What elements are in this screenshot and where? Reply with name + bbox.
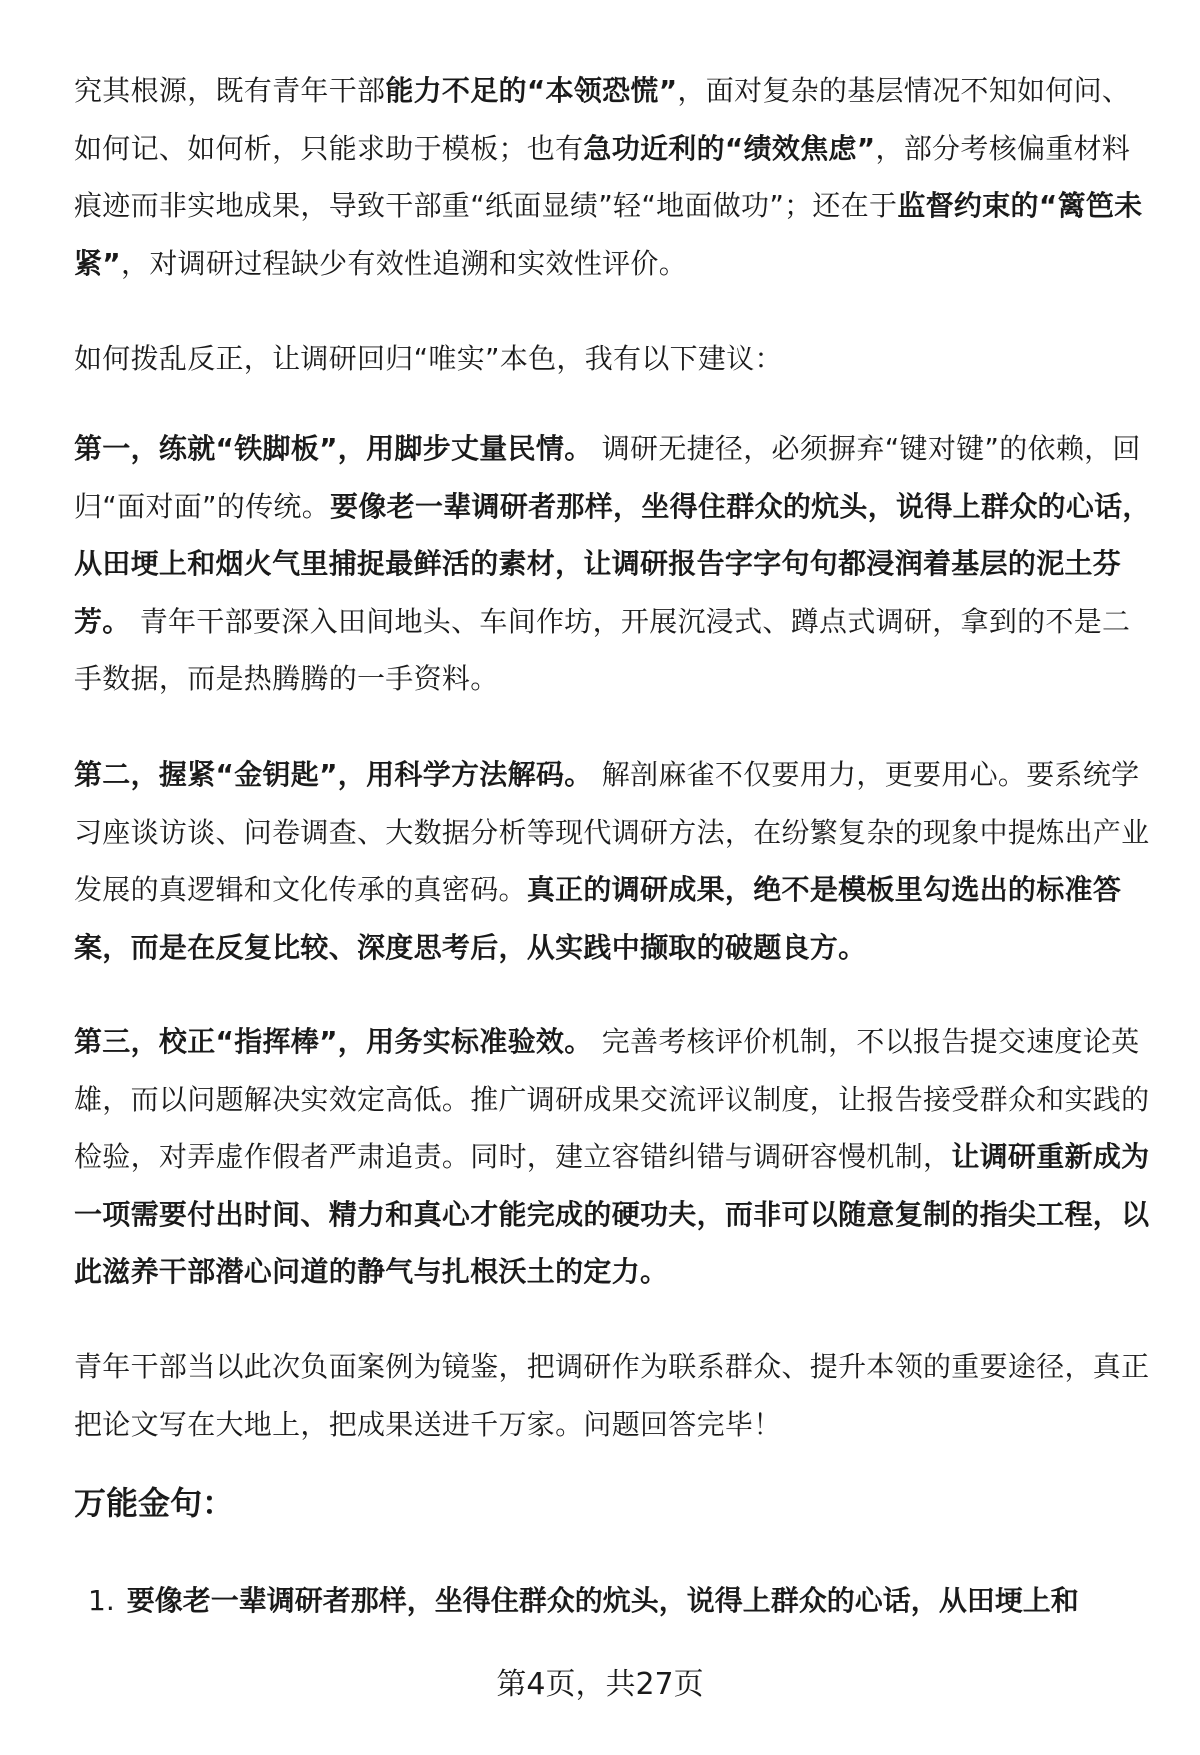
text-run: 如何拨乱反正，让调研回归“唯实”本色，我有以下建议： [74, 342, 783, 375]
bold-text-run: 第二，握紧“金钥匙”，用科学方法解码。 [74, 758, 593, 791]
bold-text-run: 让调研重新成为一项需要付出时间、精力和真心才能完成的硬功夫，而非可以随意复制的指尖工程，以此滋养干部潜心问道的静气与扎根沃土的定力。 [74, 1140, 1150, 1288]
text-run: ，对调研过程缺少有效性追溯和实效性评价。 [121, 246, 688, 280]
text-run: 完善考核评价机制，不以报告提交速度论英雄，而以问题解决实效定高低。推广调研成果交流评议制度，让报告接受群众和实践的检验，对弄虚作假者严肃追责。同时，建立容错纠错与调研容慢机制， [74, 1025, 1150, 1173]
page-number-footer: 第4页，共27页 [496, 1667, 704, 1702]
bold-text-run: 监督约束的“篱笆未紧” [74, 189, 1143, 280]
paragraph-suggestion-2 [74, 746, 1152, 976]
golden-sentence-list [88, 1572, 1152, 1630]
bold-text-run: 急功近利的“绩效焦虑” [583, 131, 876, 165]
section-heading: 万能金句： [74, 1484, 235, 1522]
paragraph-suggestions-intro [74, 330, 783, 388]
paragraph-root-causes [74, 62, 1152, 292]
text-run: ，部分考核偏重材料痕迹而非实地成果，导致干部重“纸面显绩”轻“地面做功”；还在于 [74, 131, 1131, 222]
list-item-text: 要像老一辈调研者那样，坐得住群众的炕头，说得上群众的心话，从田埂上和 [126, 1584, 1079, 1617]
list-item-number: 1. [88, 1584, 115, 1617]
paragraph-suggestion-3 [74, 1013, 1152, 1301]
text-run: 调研无捷径，必须摒弃“键对键”的依赖，回归“面对面”的传统。 [74, 432, 1141, 523]
text-run: 青年干部当以此次负面案例为镜鉴，把调研作为联系群众、提升本领的重要途径，真正把论文写在大地上，把成果送进千万家。问题回答完毕！ [74, 1350, 1150, 1441]
bold-text-run: 能力不足的“本领恐慌” [385, 74, 678, 107]
paragraph-suggestion-1 [74, 420, 1152, 708]
bold-text-run: 要像老一辈调研者那样，坐得住群众的炕头，说得上群众的心话，从田埂上和烟火气里捕捉最鲜活的素材，让调研报告字字句句都浸润着基层的泥土芬芳。 [74, 489, 1151, 638]
text-run: 青年干部要深入田间地头、车间作坊，开展沉浸式、蹲点式调研，拿到的不是二手数据，而是热腾腾的一手资料。 [74, 604, 1131, 695]
paragraph-conclusion [74, 1338, 1152, 1453]
text-run: ，面对复杂的基层情况不知如何问、如何记、如何析，只能求助于模板；也有 [74, 74, 1131, 165]
bold-text-run: 第三，校正“指挥棒”，用务实标准验效。 [74, 1025, 593, 1058]
bold-text-run: 第一，练就“铁脚板”，用脚步丈量民情。 [74, 432, 593, 465]
text-run: 究其根源，既有青年干部 [74, 74, 386, 107]
list-item [88, 1572, 1152, 1630]
text-run: 解剖麻雀不仅要用力，更要用心。要系统学习座谈访谈、问卷调查、大数据分析等现代调研方法，在纷繁复杂的现象中提炼出产业发展的真逻辑和文化传承的真密码。 [74, 758, 1150, 906]
bold-text-run: 真正的调研成果，绝不是模板里勾选出的标准答案，而是在反复比较、深度思考后，从实践中撷取的破题良方。 [74, 873, 1122, 964]
